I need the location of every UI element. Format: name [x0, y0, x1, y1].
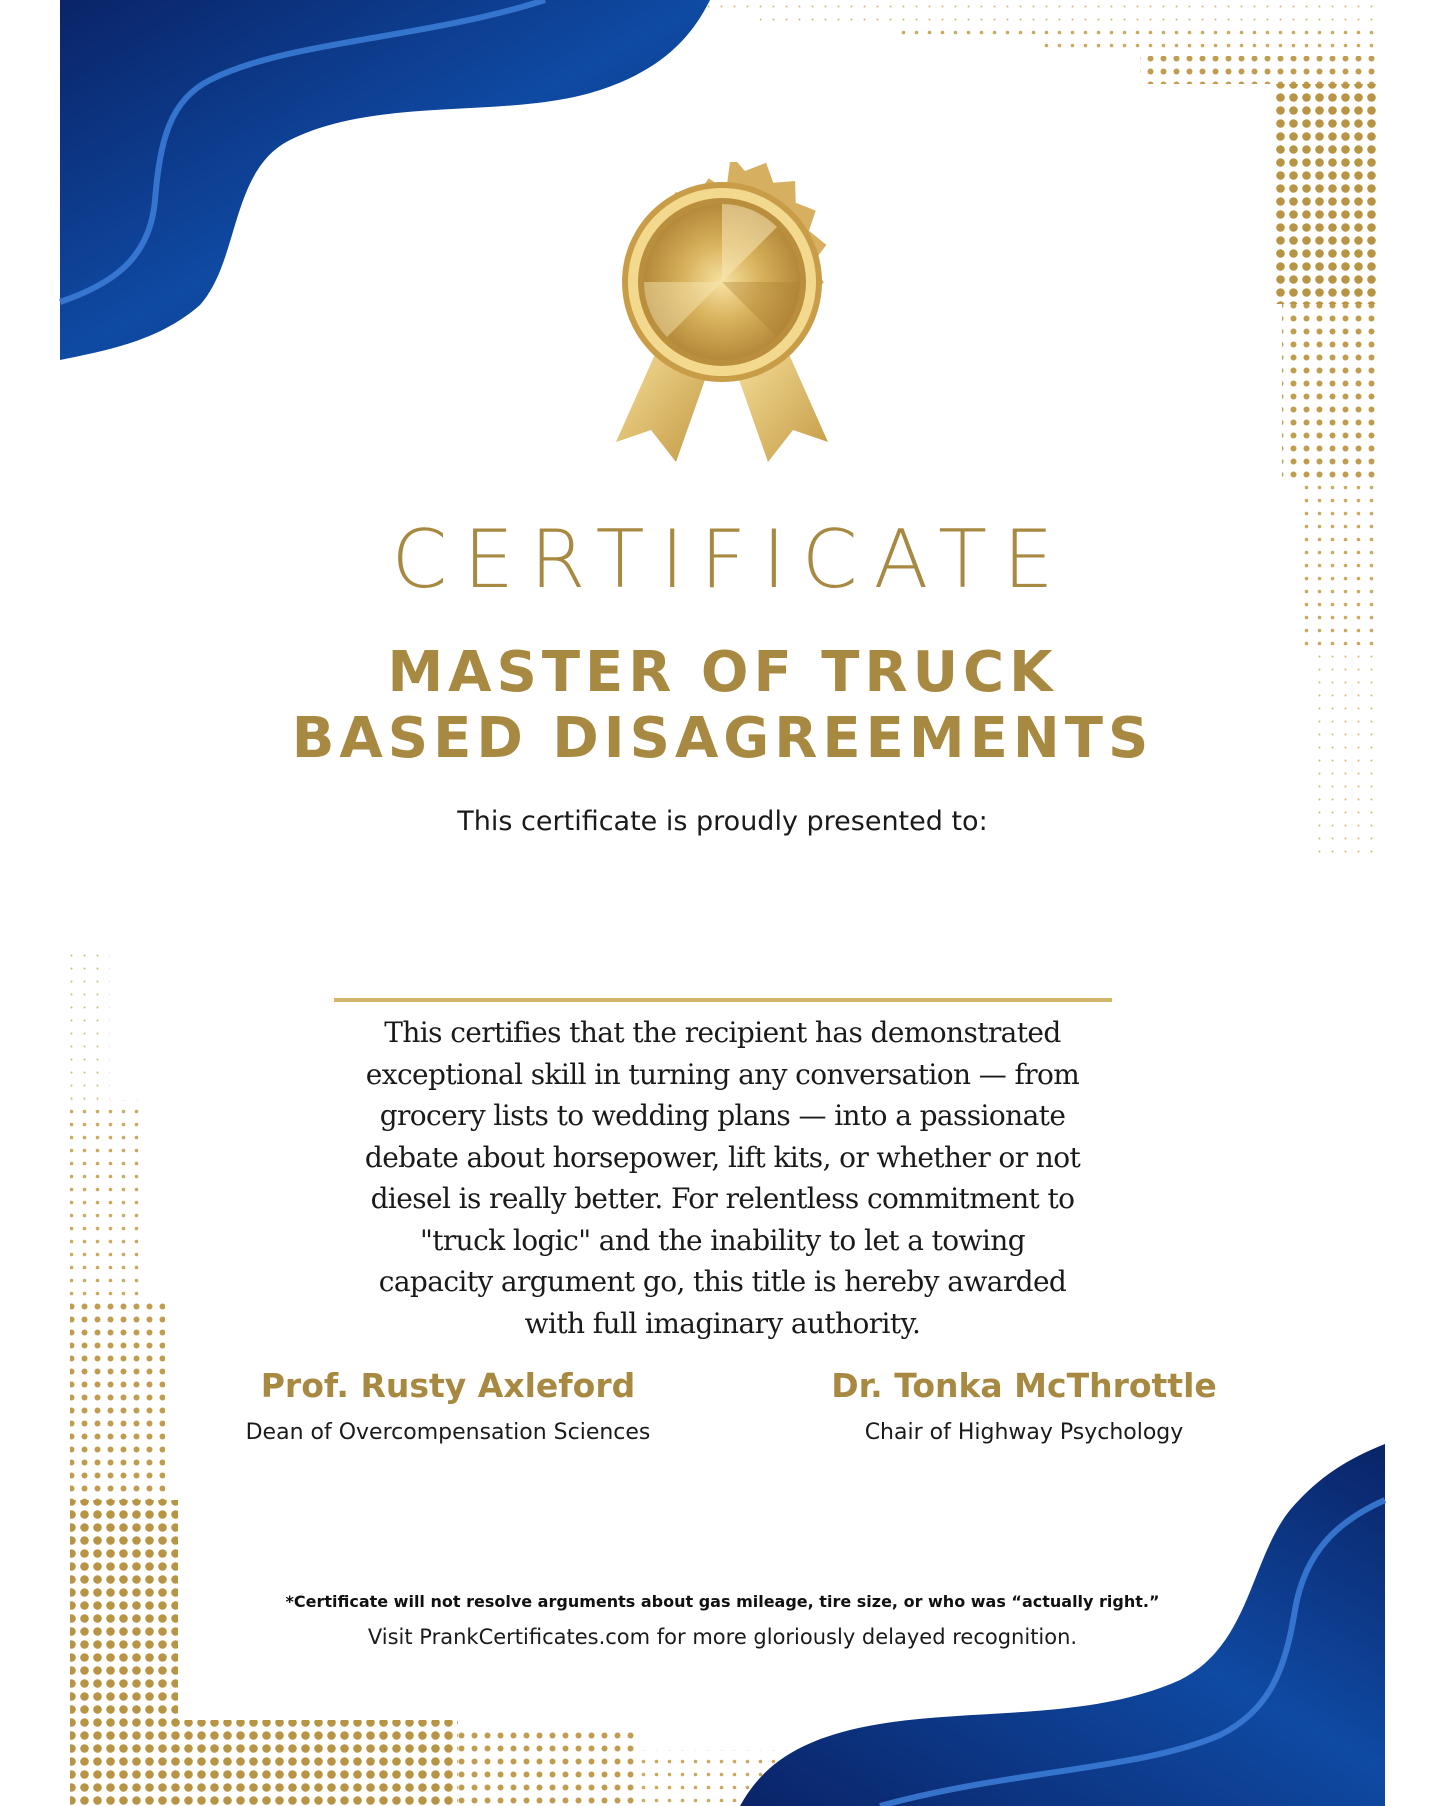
signatory-role: Dean of Overcompensation Sciences — [245, 1420, 651, 1445]
signatory-name: Dr. Tonka McThrottle — [831, 1366, 1217, 1405]
signatory-right — [744, 1364, 1304, 1448]
certificate-heading: CERTIFICATE — [391, 513, 1070, 606]
award-title — [0, 640, 1445, 772]
signatory-role: Chair of Highway Psychology — [864, 1420, 1184, 1445]
signatory-left — [168, 1364, 728, 1448]
signatory-name: Prof. Rusty Axleford — [260, 1366, 636, 1405]
certificate-body-text: This certifies that the recipient has demonstrated exceptional skill in turning any conversation — from grocery lists to wedding plans — into a passionate debate about horsepower, lift kits, or whether or not diesel is really better. For relentless commitment to "truck logic" and the inability to let a towing capacity argument go, this title is hereby awarded with full imaginary authority. — [364, 1016, 1081, 1340]
visit-website-text: Visit PrankCertificates.com for more gloriously delayed recognition. — [367, 1625, 1078, 1649]
gold-award-seal-icon — [596, 162, 848, 482]
recipient-name-line — [334, 998, 1112, 1002]
disclaimer-text: *Certificate will not resolve arguments about gas mileage, tire size, or who was “actually right.” — [285, 1592, 1160, 1611]
award-title-line1: MASTER OF TRUCK — [387, 640, 1058, 705]
presented-to-text: This certificate is proudly presented to: — [457, 806, 988, 837]
award-title-line2: BASED DISAGREEMENTS — [291, 706, 1154, 771]
